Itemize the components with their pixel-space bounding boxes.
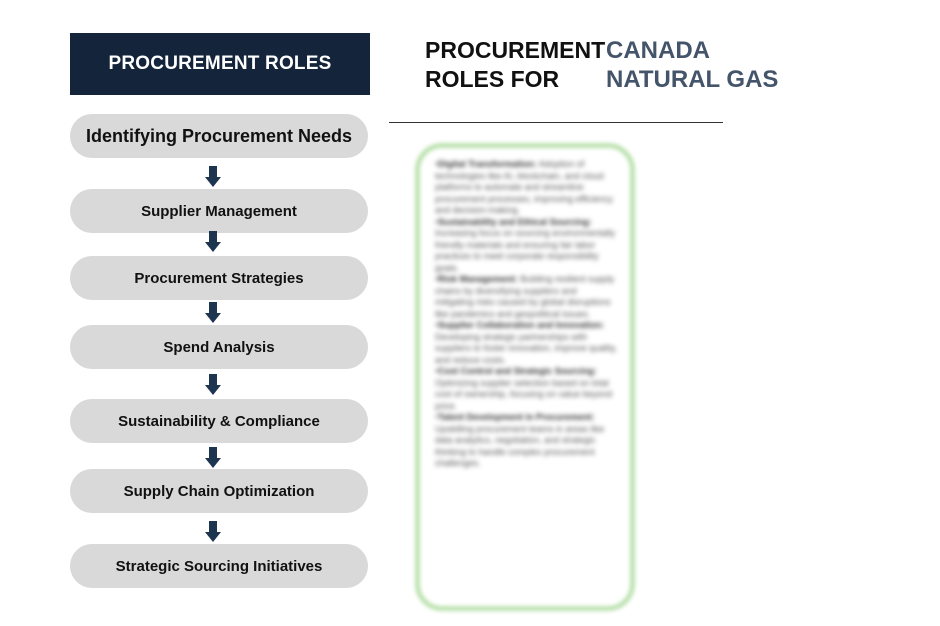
down-arrow-icon [205, 374, 221, 396]
card-item: •Risk Management: Building resilient supply chains by diversifying suppliers and mitigating risks caused by global disruptions like pandemics and geopolitical issues. [435, 274, 615, 319]
step-label: Sustainability & Compliance [118, 412, 320, 430]
page-title-accent [606, 36, 778, 94]
step-strategic-sourcing-initiatives [70, 544, 368, 588]
card-item: •Supplier Collaboration and Innovation: Developing strategic partnerships with suppliers to foster innovation, improve quality, and reduce costs. [435, 320, 617, 365]
down-arrow-icon [205, 521, 221, 543]
title-line-1: PROCUREMENT [425, 37, 606, 63]
down-arrow-icon [205, 166, 221, 188]
down-arrow-icon [205, 231, 221, 253]
step-spend-analysis [70, 325, 368, 369]
card-text [419, 147, 631, 470]
step-label: Supplier Management [141, 202, 297, 220]
card-item: •Sustainability and Ethical Sourcing: Increasing focus on sourcing environmentally friendly materials and ensuring fair labor practices to meet corporate responsibility goals. [435, 216, 616, 273]
page-title [425, 36, 605, 94]
title-accent-line-1: CANADA [606, 37, 710, 64]
step-label: Supply Chain Optimization [123, 482, 315, 500]
step-sustainability-compliance [70, 399, 368, 443]
step-label: Identifying Procurement Needs [85, 125, 353, 146]
title-accent-line-2: NATURAL GAS [606, 66, 779, 93]
down-arrow-icon [205, 447, 221, 469]
title-divider [389, 122, 723, 123]
step-supply-chain-optimization [70, 469, 368, 513]
step-supplier-management [70, 189, 368, 233]
header-label: PROCUREMENT ROLES [108, 53, 332, 74]
card-item: •Cost Control and Strategic Sourcing: Optimizing supplier selection based on total cost of ownership, focusing on value beyond price. [435, 366, 613, 411]
card-item: •Digital Transformation: Adoption of technologies like AI, blockchain, and cloud platforms to automate and streamline procurement processes, improving efficiency and decision-making. [435, 159, 613, 215]
card-item: •Talent Development in Procurement: Upskilling procurement teams in areas like data analytics, negotiation, and strategic thinking to handle complex procurement challenges. [435, 412, 605, 468]
procurement-roles-header [70, 33, 370, 95]
step-label: Spend Analysis [163, 338, 275, 356]
step-procurement-strategies [70, 256, 368, 300]
step-label: Procurement Strategies [134, 269, 304, 287]
step-label: Strategic Sourcing Initiatives [115, 557, 323, 575]
blurred-trends-card [416, 144, 634, 610]
step-identifying-procurement-needs [70, 114, 368, 158]
down-arrow-icon [205, 302, 221, 324]
title-line-2: ROLES FOR [425, 66, 560, 92]
